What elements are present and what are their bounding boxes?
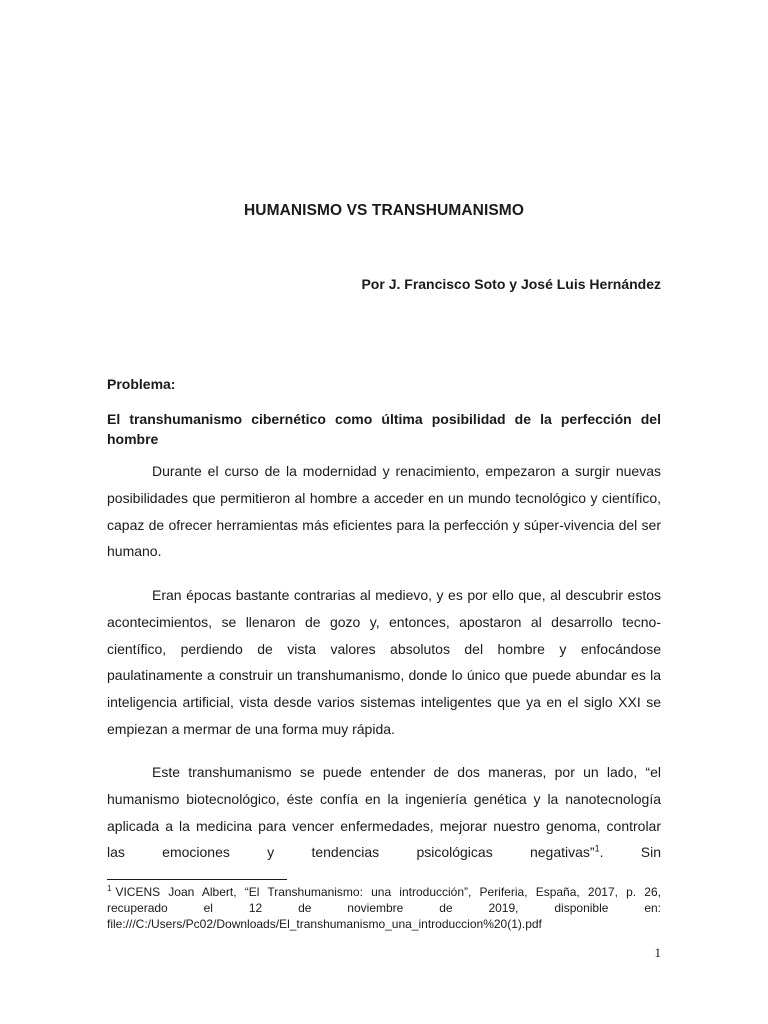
footnote-text: VICENS Joan Albert, “El Transhumanismo: una introducción”, Periferia, España, 2017, p. 26, recuperado el 12 de noviembre de 2019, disponible en: file:///C:/Users/Pc02/Downloads/El_transhumanismo_una_introduccion%20(1).pdf <box>107 885 661 931</box>
page-number: 1 <box>654 945 661 960</box>
footnote-separator <box>107 879 287 880</box>
problem-statement: El transhumanismo cibernético como última posibilidad de la perfección del hombre <box>107 411 661 447</box>
footnote-reference[interactable]: 1 <box>594 843 600 854</box>
body-paragraph-3 <box>107 759 661 866</box>
body-paragraph-3-tail: . Sin <box>599 844 661 861</box>
body-paragraph-2: Eran épocas bastante contrarias al medievo, y es por ello que, al descubrir estos acontecimientos, se llenaron de gozo y, entonces, apostaron al desarrollo tecno-científico, perdiendo de vista valores absolutos del hombre y enfocándose paulatinamente a construir un transhumanismo, donde lo único que puede abundar es la inteligencia artificial, vista desde varios sistemas inteligentes que ya en el siglo XXI se empiezan a mermar de una forma muy rápida. <box>107 587 661 737</box>
body-paragraph-1: Durante el curso de la modernidad y renacimiento, empezaron a surgir nuevas posibilidades que permitieron al hombre a acceder en un mundo tecnológico y científico, capaz de ofrecer herramientas más eficientes para la perfección y súper-vivencia del ser humano. <box>107 463 661 560</box>
problem-heading: Problema: <box>107 376 176 392</box>
footnote <box>107 884 661 932</box>
document-title: HUMANISMO VS TRANSHUMANISMO <box>244 202 524 219</box>
document-authors: Por J. Francisco Soto y José Luis Hernández <box>361 276 661 292</box>
footnote-number: 1 <box>107 884 112 893</box>
body-paragraph-3-text: Este transhumanismo se puede entender de dos maneras, por un lado, “el humanismo biotecnológico, éste confía en la ingeniería genética y la nanotecnología aplicada a la medicina para vencer enfermedades, mejorar nuestro genoma, controlar las emociones y tendencias psicológicas negativas” <box>107 764 661 861</box>
